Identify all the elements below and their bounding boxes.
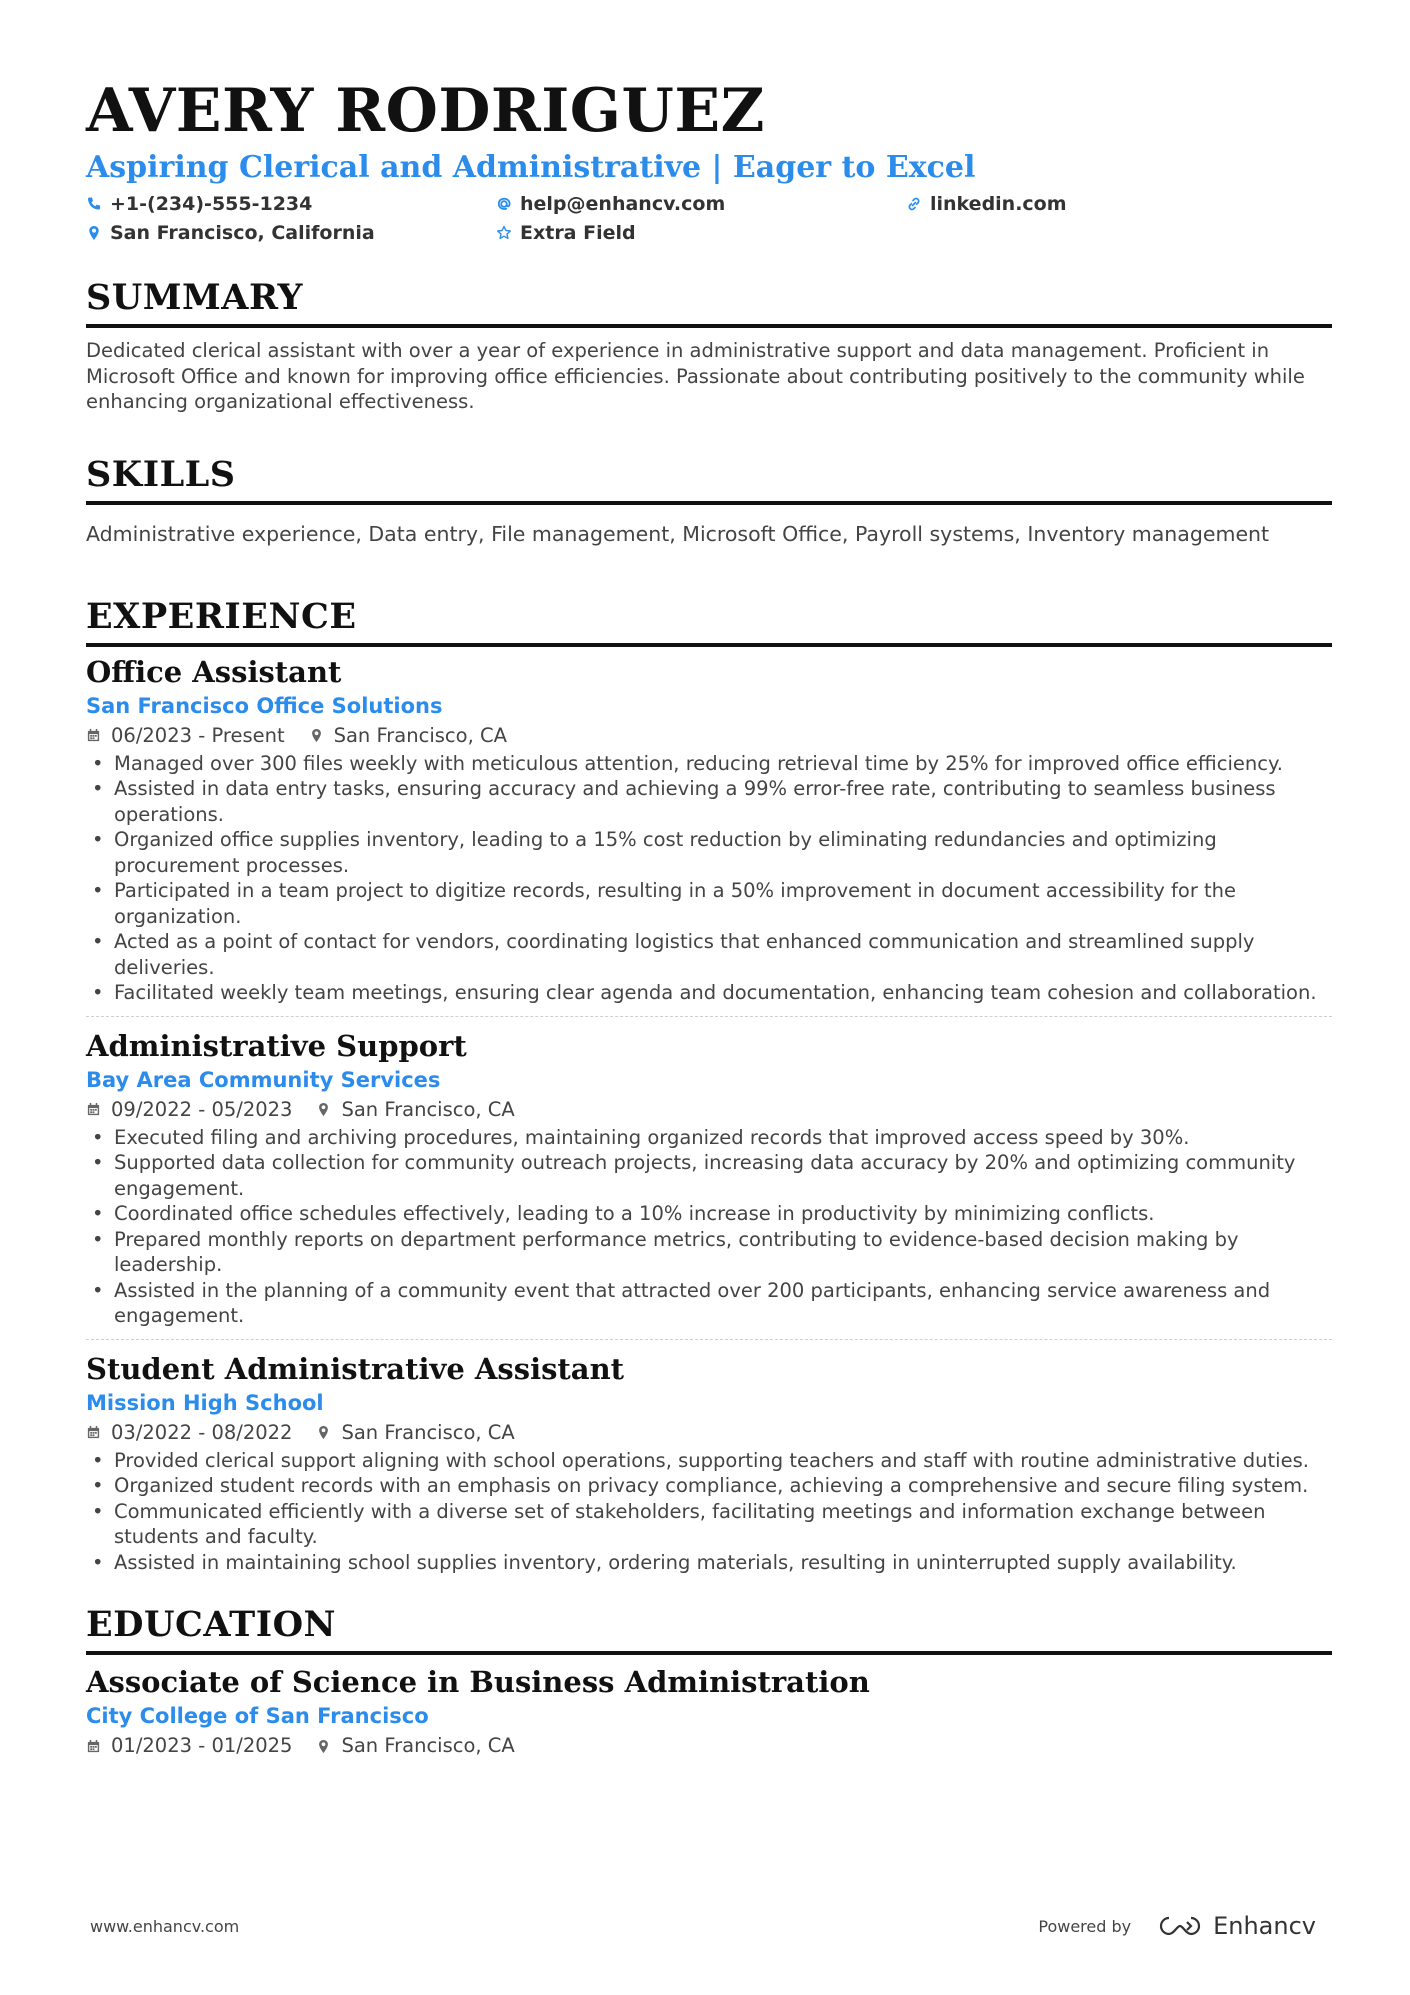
summary-section: [86, 276, 1332, 415]
job-bullet: • Communicated efficiently with a diverse set of stakeholders, facilitating meetings and information exchange between students and faculty.: [114, 1499, 1332, 1550]
contact-linkedin[interactable]: [906, 190, 1316, 217]
experience-heading: EXPERIENCE: [86, 595, 1332, 647]
contact-extra: [496, 219, 906, 246]
summary-text: Dedicated clerical assistant with over a year of experience in administrative support and data management. Proficient in Microsoft Office and known for improving office efficiencies. Passionate about contributing positively to the community while enhancing organizational effectiveness.: [86, 339, 1305, 413]
contact-email[interactable]: [496, 190, 906, 217]
email-text: help@enhancv.com: [520, 192, 726, 215]
job-location: San Francisco, CA: [333, 723, 507, 747]
calendar-icon: [86, 1739, 101, 1754]
powered-by: [1038, 1912, 1316, 1940]
job-bullet-list: [86, 1125, 1332, 1329]
footer-website[interactable]: www.enhancv.com: [90, 1916, 240, 1936]
location-pin-icon: [316, 1739, 331, 1754]
candidate-name: AVERY RODRIGUEZ: [86, 76, 765, 146]
education-heading: EDUCATION: [86, 1603, 1332, 1655]
resume-page: [86, 72, 1332, 1761]
skills-section: [86, 453, 1332, 547]
job-meta: [86, 721, 1332, 751]
calendar-icon: [86, 1102, 101, 1117]
at-icon: [496, 196, 512, 212]
enhancv-logo[interactable]: [1157, 1912, 1316, 1940]
job-bullet: • Assisted in data entry tasks, ensuring accuracy and achieving a 99% error-free rate, contributing to seamless business operations.: [114, 776, 1332, 827]
job-title: Office Assistant: [86, 654, 342, 689]
job-bullet: • Organized student records with an emphasis on privacy compliance, achieving a comprehensive and secure filing system.: [114, 1473, 1332, 1499]
skills-text: Administrative experience, Data entry, File management, Microsoft Office, Payroll systems, Inventory management: [86, 521, 1270, 546]
experience-entry: [86, 653, 1332, 1016]
linkedin-text: linkedin.com: [930, 192, 1067, 215]
job-bullet: • Coordinated office schedules effectively, leading to a 10% increase in productivity by minimizing conflicts.: [114, 1201, 1332, 1227]
skills-heading: SKILLS: [86, 453, 1332, 505]
company-name: San Francisco Office Solutions: [86, 693, 443, 718]
job-bullet: • Acted as a point of contact for vendors, coordinating logistics that enhanced communication and streamlined supply deliveries.: [114, 929, 1332, 980]
calendar-icon: [86, 728, 101, 743]
contact-phone[interactable]: [86, 190, 496, 217]
school-name: City College of San Francisco: [86, 1704, 429, 1728]
star-icon: [496, 225, 512, 241]
extra-text: Extra Field: [520, 221, 636, 244]
education-entry: [86, 1663, 1332, 1761]
job-bullet: • Participated in a team project to digitize records, resulting in a 50% improvement in document accessibility for the organization.: [114, 878, 1332, 929]
link-icon: [906, 196, 922, 212]
job-bullet: • Facilitated weekly team meetings, ensuring clear agenda and documentation, enhancing team cohesion and collaboration.: [114, 980, 1332, 1006]
powered-by-label: Powered by: [1038, 1916, 1132, 1936]
summary-heading: SUMMARY: [86, 276, 1332, 328]
job-location: San Francisco, CA: [341, 1420, 515, 1444]
phone-text: +1-(234)-555-1234: [110, 192, 313, 215]
job-meta: [86, 1418, 1332, 1448]
job-bullet: • Prepared monthly reports on department performance metrics, contributing to evidence-based decision making by leadership.: [114, 1227, 1332, 1278]
page-footer: [90, 1912, 1316, 1940]
job-bullet: • Assisted in the planning of a community event that attracted over 200 participants, enhancing service awareness and engagement.: [114, 1278, 1332, 1329]
degree-title: Associate of Science in Business Administration: [86, 1665, 870, 1699]
location-pin-icon: [86, 225, 102, 241]
job-dates: 09/2022 - 05/2023: [111, 1097, 293, 1121]
experience-entry: [86, 1339, 1332, 1586]
job-bullet: • Managed over 300 files weekly with meticulous attention, reducing retrieval time by 25% for improved office efficiency.: [114, 751, 1332, 777]
experience-section: [86, 595, 1332, 1586]
job-bullet-list: [86, 1448, 1332, 1576]
experience-entry: [86, 1016, 1332, 1339]
job-dates: 03/2022 - 08/2022: [111, 1420, 293, 1444]
job-location: San Francisco, CA: [341, 1097, 515, 1121]
education-section: [86, 1603, 1332, 1761]
enhancv-logo-icon: [1157, 1914, 1203, 1938]
location-text: San Francisco, California: [110, 221, 375, 244]
job-bullet: • Assisted in maintaining school supplies inventory, ordering materials, resulting in uninterrupted supply availability.: [114, 1550, 1332, 1576]
location-pin-icon: [316, 1425, 331, 1440]
job-meta: [86, 1095, 1332, 1125]
job-bullet: • Organized office supplies inventory, leading to a 15% cost reduction by eliminating redundancies and optimizing procurement processes.: [114, 827, 1332, 878]
contact-location: [86, 219, 496, 246]
education-location: San Francisco, CA: [341, 1734, 515, 1757]
location-pin-icon: [316, 1102, 331, 1117]
job-bullet: • Provided clerical support aligning with school operations, supporting teachers and staff with routine administrative duties.: [114, 1448, 1332, 1474]
company-name: Mission High School: [86, 1390, 324, 1415]
location-pin-icon: [309, 728, 324, 743]
enhancv-brand-text: Enhancv: [1213, 1912, 1316, 1940]
education-dates: 01/2023 - 01/2025: [111, 1734, 293, 1757]
job-bullet: • Supported data collection for community outreach projects, increasing data accuracy by 20% and optimizing community engagement.: [114, 1150, 1332, 1201]
experience-list: [86, 653, 1332, 1586]
calendar-icon: [86, 1425, 101, 1440]
company-name: Bay Area Community Services: [86, 1067, 441, 1092]
job-bullet: • Executed filing and archiving procedures, maintaining organized records that improved access speed by 30%.: [114, 1125, 1332, 1151]
job-title: Student Administrative Assistant: [86, 1351, 625, 1386]
job-title: Administrative Support: [86, 1028, 467, 1063]
phone-icon: [86, 196, 102, 212]
contact-info: [86, 190, 1332, 246]
job-bullet-list: [86, 751, 1332, 1006]
education-meta: [86, 1731, 1332, 1761]
candidate-tagline: Aspiring Clerical and Administrative | Eager to Excel: [86, 150, 976, 185]
job-dates: 06/2023 - Present: [111, 723, 285, 747]
